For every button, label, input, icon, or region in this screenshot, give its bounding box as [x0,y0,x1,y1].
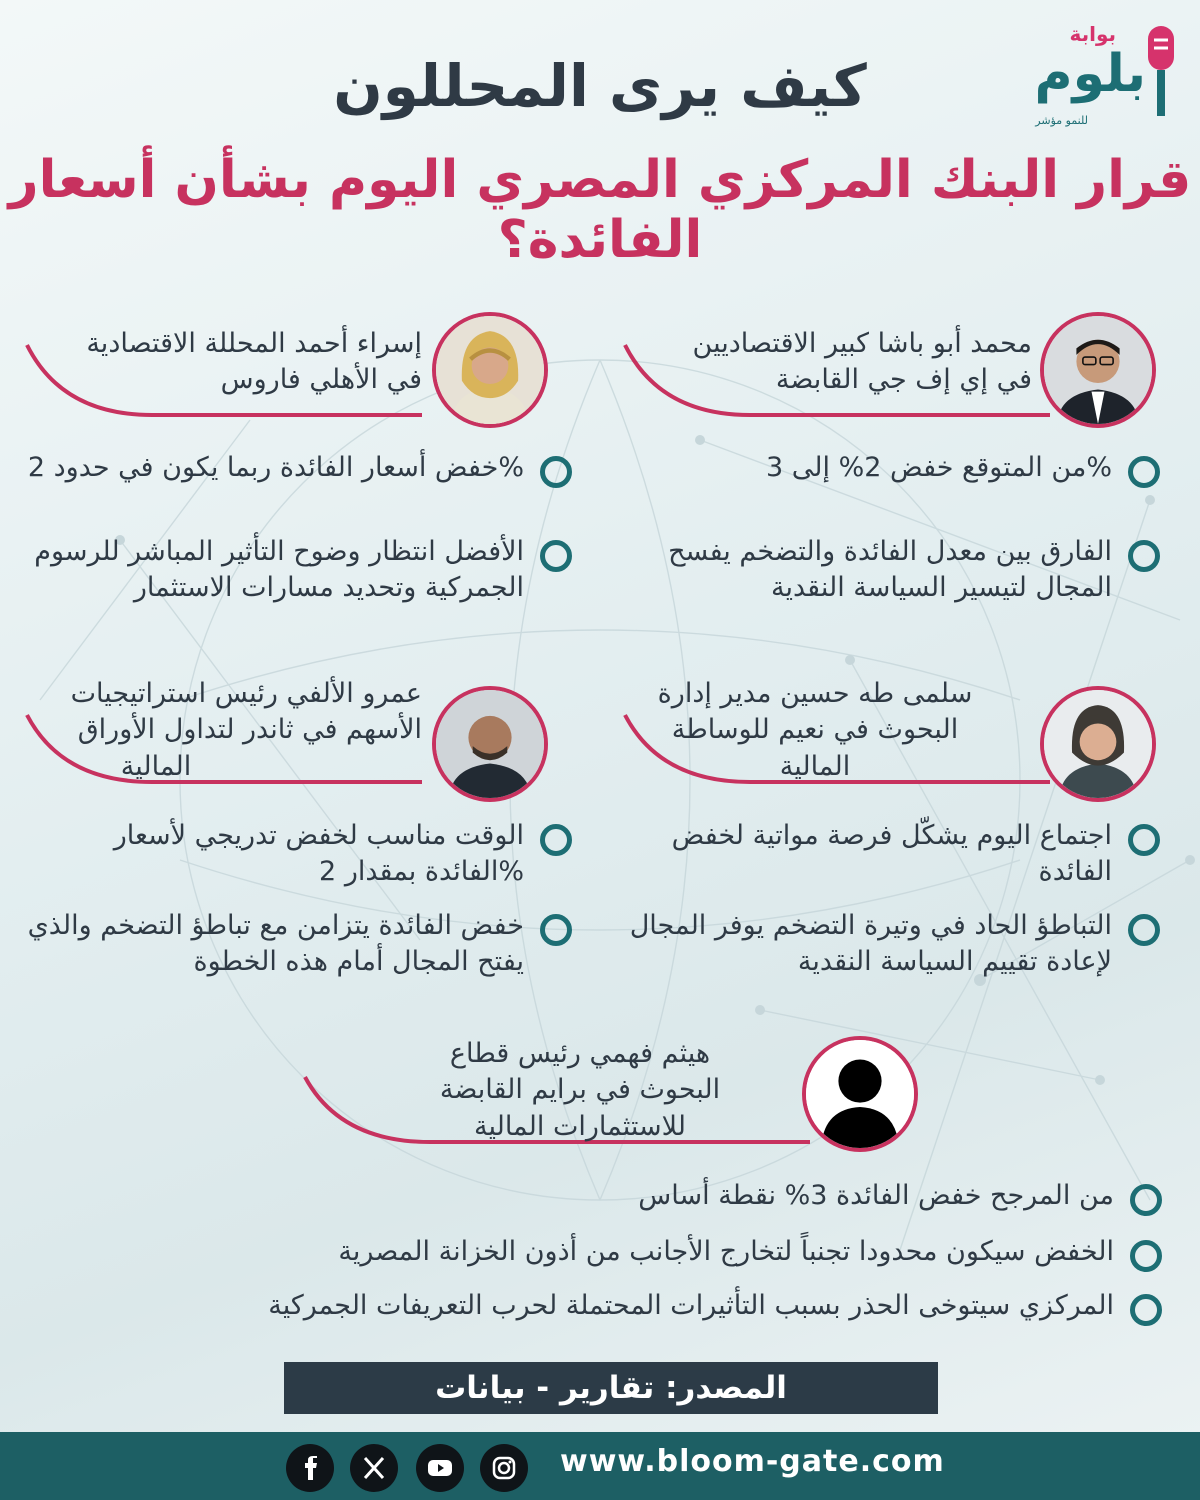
analyst-name-line: في إي إف جي القابضة [775,364,1032,396]
analyst-point: خفض الفائدة يتزامن مع تباطؤ التضخم والذي يفتح المجال أمام هذه الخطوة [27,910,524,978]
analyst-point: الوقت مناسب لخفض تدريجي لأسعار الفائدة بمقدار 2% [113,820,524,888]
list-item [620,818,1160,891]
analyst-point: التباطؤ الحاد في وتيرة التضخم يوفر المجال لإعادة تقييم السياسة النقدية [629,910,1112,978]
analyst-salma-title [620,676,1010,785]
avatar [1040,312,1156,428]
source-label: المصدر: تقارير - بيانات [284,1362,938,1414]
analyst-point: الفارق بين معدل الفائدة والتضخم يفسح المجال لتيسير السياسة النقدية [668,536,1112,604]
analyst-point: من المتوقع خفض 2% إلى 3% [766,452,1112,483]
brand-top-text: بوابة [1069,22,1116,46]
list-item [40,818,572,891]
facebook-icon[interactable] [286,1444,334,1492]
page-subtitle: قرار البنك المركزي المصري اليوم بشأن أسعار الفائدة؟ [8,150,1192,270]
list-item [620,908,1160,981]
list-item [20,450,572,488]
analyst-name-line: محمد أبو باشا كبير الاقتصاديين [692,328,1032,359]
analyst-name-line: سلمى طه حسين مدير إدارة [657,678,973,709]
avatar [432,312,548,428]
list-item [20,534,572,607]
analyst-name-line: في الأهلي فاروس [220,364,422,396]
list-item [620,534,1160,607]
instagram-icon[interactable] [480,1444,528,1492]
analyst-abu-basha-title [600,326,1032,399]
bullet-circle-icon [1128,824,1160,856]
analyst-name-line: عمرو الألفي رئيس استراتيجيات [70,678,422,709]
analyst-israa-title [20,326,422,399]
list-item [700,450,1160,488]
list-item [20,908,572,981]
analyst-name-line: الأسهم في ثاندر لتداول الأوراق [77,714,422,746]
bullet-circle-icon [1130,1240,1162,1272]
list-item [200,1178,1162,1216]
analyst-point: اجتماع اليوم يشكّل فرصة مواتية لخفض الفائدة [671,820,1112,888]
analyst-name-line: البحوث في نعيم للوساطة [671,714,959,746]
analyst-name-line: هيثم فهمي رئيس قطاع [449,1038,711,1069]
analyst-haitham-title [380,1036,780,1145]
avatar [432,686,548,802]
footer-bar [0,1432,1200,1500]
analyst-name-line: المالية [779,750,851,782]
analyst-name-line: للاستثمارات المالية [473,1110,687,1142]
page-title: كيف يرى المحللون [333,52,867,120]
x-icon[interactable] [350,1444,398,1492]
brand-main-text: بلوم [1034,44,1146,104]
list-item [200,1288,1162,1326]
avatar-placeholder [802,1036,918,1152]
user-silhouette-icon [806,1040,914,1148]
bullet-circle-icon [1130,1294,1162,1326]
bullet-circle-icon [540,456,572,488]
analyst-point: خفض أسعار الفائدة ربما يكون في حدود 2% [27,452,524,483]
analyst-name-line: إسراء أحمد المحللة الاقتصادية [86,328,422,359]
analyst-point: من المرجح خفض الفائدة 3% نقطة أساس [638,1180,1114,1211]
bullet-circle-icon [1128,914,1160,946]
website-link[interactable]: www.bloom-gate.com [560,1444,945,1479]
analyst-point: الخفض سيكون محدودا تجنباً لتخارج الأجانب من أذون الخزانة المصرية [338,1236,1114,1267]
analyst-name-line: البحوث في برايم القابضة [439,1074,721,1106]
bullet-circle-icon [540,540,572,572]
avatar [1040,686,1156,802]
bullet-circle-icon [540,914,572,946]
bullet-circle-icon [1130,1184,1162,1216]
bullet-circle-icon [1128,540,1160,572]
analyst-point: الأفضل انتظار وضوح التأثير المباشر للرسوم الجمركية وتحديد مسارات الاستثمار [34,536,524,604]
analyst-amr-title [20,676,422,785]
brand-tagline: للنمو مؤشر [1035,114,1088,127]
list-item [200,1234,1162,1272]
youtube-icon[interactable] [416,1444,464,1492]
analyst-name-line: المالية [120,750,192,782]
bullet-circle-icon [540,824,572,856]
bullet-circle-icon [1128,456,1160,488]
analyst-point: المركزي سيتوخى الحذر بسبب التأثيرات المحتملة لحرب التعريفات الجمركية [268,1290,1114,1321]
